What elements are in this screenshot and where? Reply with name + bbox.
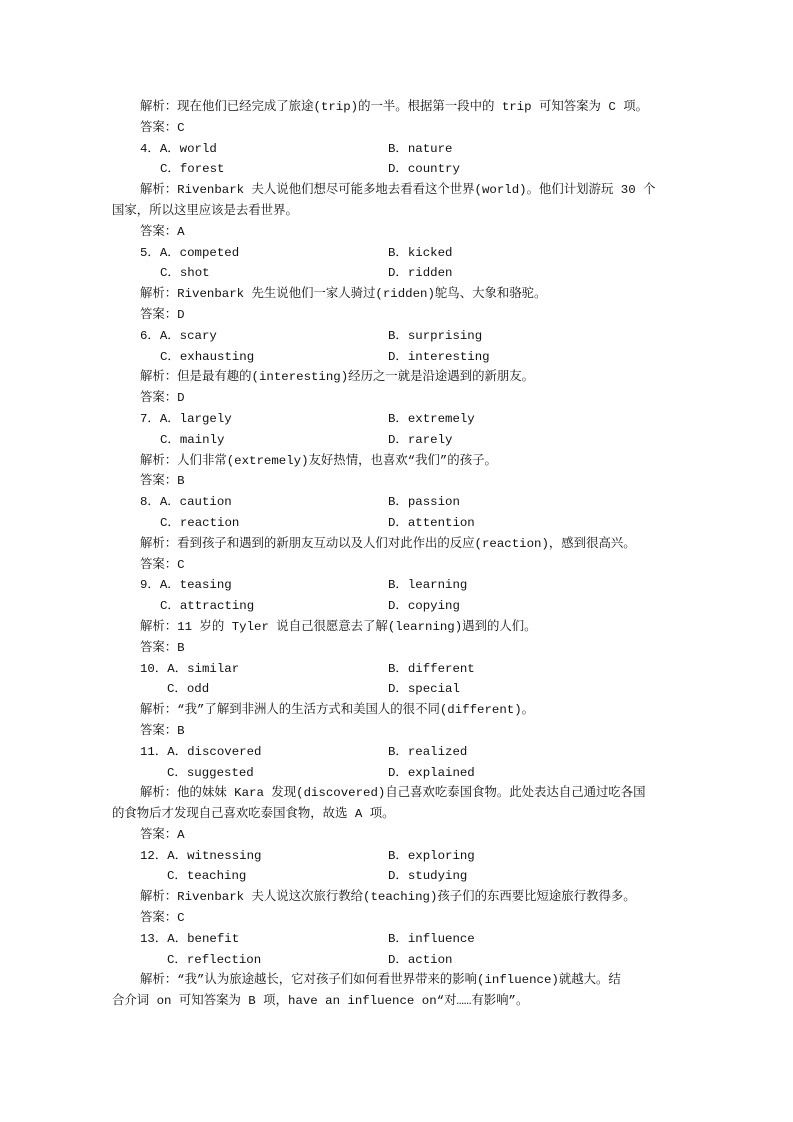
option-b: B．influence — [388, 931, 475, 946]
analysis-text-continued: 国家，所以这里应该是去看世界。 — [112, 203, 298, 218]
option-c: C．reflection — [167, 952, 262, 967]
answer-text: 答案：A — [140, 224, 185, 239]
answer-text: 答案：C — [140, 120, 185, 135]
option-d: D．interesting — [388, 349, 490, 364]
option-a: 7．A．largely — [140, 411, 232, 426]
option-d: D．country — [388, 162, 460, 177]
answer-text: 答案：D — [140, 307, 185, 322]
question-6-options-row-1 — [112, 326, 687, 347]
option-a: 9．A．teasing — [140, 578, 232, 593]
option-a: 6．A．scary — [140, 328, 217, 343]
analysis-text: 解析：Rivenbark 先生说他们一家人骑过(ridden)鸵鸟、大象和骆驼。 — [140, 287, 547, 302]
question-8-options-row-2 — [112, 513, 687, 534]
question-13-options-row-2 — [112, 950, 687, 971]
answer-text: 答案：B — [140, 474, 185, 489]
analysis-text: 解析：人们非常(extremely)友好热情，也喜欢“我们”的孩子。 — [140, 453, 497, 468]
option-c: C．reaction — [160, 515, 240, 530]
document-page — [112, 97, 687, 1012]
option-c: C．suggested — [167, 765, 254, 780]
analysis-text: 解析：“我”认为旅途越长，它对孩子们如何看世界带来的影响(influence)就越大。结 — [140, 973, 621, 988]
question-5-options-row-1 — [112, 243, 687, 264]
question-8-options-row-1 — [112, 492, 687, 513]
option-d: D．ridden — [388, 266, 453, 281]
analysis-text: 解析：他的妹妹 Kara 发现(discovered)自己喜欢吃泰国食物。此处表达自己通过吃各国 — [140, 786, 646, 801]
option-b: B．passion — [388, 495, 460, 510]
question-10-options-row-2 — [112, 679, 687, 700]
question-6-options-row-2 — [112, 347, 687, 368]
option-d: D．action — [388, 952, 453, 967]
option-a: 8．A．caution — [140, 495, 232, 510]
question-5-options-row-2 — [112, 263, 687, 284]
question-7-options-row-1 — [112, 409, 687, 430]
analysis-text-continued: 的食物后才发现自己喜欢吃泰国食物，故选 A 项。 — [112, 807, 395, 822]
option-a: 12．A．witnessing — [140, 848, 262, 863]
option-a: 10．A．similar — [140, 661, 240, 676]
answer-text: 答案：C — [140, 911, 185, 926]
option-a: 11．A．discovered — [140, 744, 262, 759]
question-7-options-row-2 — [112, 430, 687, 451]
question-12-options-row-1 — [112, 846, 687, 867]
option-b: B．kicked — [388, 245, 453, 260]
option-b: B．different — [388, 661, 475, 676]
option-d: D．explained — [388, 765, 475, 780]
answer-text: 答案：D — [140, 391, 185, 406]
question-11-options-row-2 — [112, 763, 687, 784]
analysis-text: 解析：11 岁的 Tyler 说自己很愿意去了解(learning)遇到的人们。 — [140, 619, 537, 634]
question-4-options-row-2 — [112, 159, 687, 180]
answer-text: 答案：B — [140, 723, 185, 738]
option-c: C．teaching — [167, 869, 247, 884]
option-d: D．rarely — [388, 432, 453, 447]
analysis-text: 解析：“我”了解到非洲人的生活方式和美国人的很不同(different)。 — [140, 703, 535, 718]
answer-text: 答案：B — [140, 640, 185, 655]
option-a: 5．A．competed — [140, 245, 240, 260]
option-a: 13．A．benefit — [140, 931, 240, 946]
option-c: C．mainly — [160, 432, 225, 447]
option-a: 4．A．world — [140, 141, 217, 156]
question-4-options-row-1 — [112, 139, 687, 160]
answer-text: 答案：A — [140, 827, 185, 842]
answer-text: 答案：C — [140, 557, 185, 572]
option-b: B．realized — [388, 744, 468, 759]
option-c: C．odd — [167, 682, 210, 697]
analysis-text: 解析：但是最有趣的(interesting)经历之一就是沿途遇到的新朋友。 — [140, 370, 535, 385]
analysis-text: 解析：现在他们已经完成了旅途(trip)的一半。根据第一段中的 trip 可知答案为 C 项。 — [140, 100, 649, 114]
option-c: C．forest — [160, 162, 225, 177]
question-11-options-row-1 — [112, 742, 687, 763]
analysis-text-continued: 合介词 on 可知答案为 B 项，have an influence on“对……有影响”。 — [112, 994, 529, 1009]
option-d: D．copying — [388, 599, 460, 614]
option-b: B．surprising — [388, 328, 483, 343]
option-b: B．exploring — [388, 848, 475, 863]
option-c: C．shot — [160, 266, 210, 281]
option-b: B．extremely — [388, 411, 475, 426]
option-d: D．studying — [388, 869, 468, 884]
option-c: C．attracting — [160, 599, 255, 614]
analysis-text: 解析：Rivenbark 夫人说他们想尽可能多地去看看这个世界(world)。他们计划游玩 30 个 — [140, 183, 656, 198]
analysis-text: 解析：Rivenbark 夫人说这次旅行教给(teaching)孩子们的东西要比短途旅行教得多。 — [140, 890, 636, 905]
analysis-text: 解析：看到孩子和遇到的新朋友互动以及人们对此作出的反应(reaction)，感到很高兴。 — [140, 536, 636, 551]
option-b: B．nature — [388, 141, 453, 156]
option-d: D．special — [388, 682, 460, 697]
question-9-options-row-1 — [112, 575, 687, 596]
question-12-options-row-2 — [112, 866, 687, 887]
option-c: C．exhausting — [160, 349, 255, 364]
option-d: D．attention — [388, 515, 475, 530]
question-10-options-row-1 — [112, 659, 687, 680]
option-b: B．learning — [388, 578, 468, 593]
question-13-options-row-1 — [112, 929, 687, 950]
question-9-options-row-2 — [112, 596, 687, 617]
